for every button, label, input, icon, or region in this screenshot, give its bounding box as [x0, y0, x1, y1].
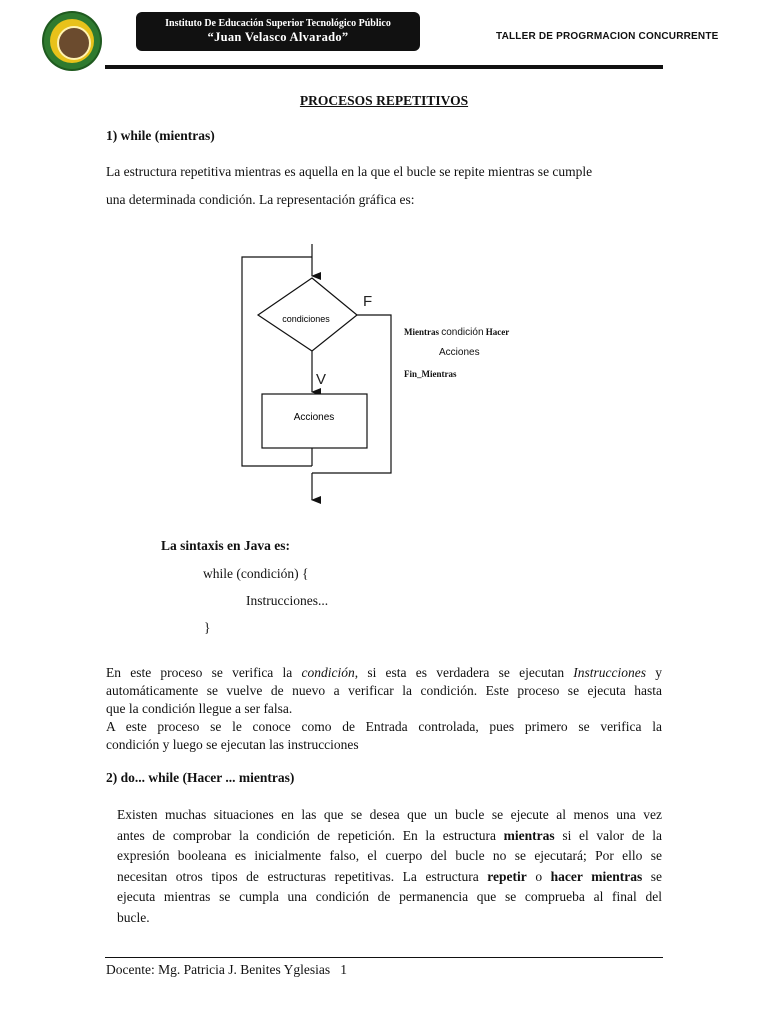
pseudo-acciones: Acciones	[439, 347, 480, 358]
explanation-line2: automáticamente se vuelve de nuevo a verificar la condición. Este proceso se ejecuta hasta	[106, 683, 662, 698]
footer	[106, 962, 347, 978]
explanation-text: , si esta es verdadera se ejecutan	[354, 665, 574, 680]
while-flowchart	[230, 240, 520, 510]
section2-line2	[117, 826, 662, 847]
course-title: TALLER DE PROGRMACION CONCURRENTE	[496, 31, 719, 42]
syntax-label: La sintaxis en Java es:	[161, 538, 291, 553]
explanation-line5: condición y luego se ejecutan las instrucciones	[106, 737, 359, 752]
section2-paragraph	[117, 805, 662, 928]
section2-heading: 2) do... while (Hacer ... mientras)	[106, 770, 295, 785]
section1-intro-line1: La estructura repetitiva mientras es aquella en la que el bucle se repite mientras se cumple	[106, 164, 593, 179]
explanation-condicion: condición	[301, 665, 355, 680]
explanation-line3: que la condición llegue a ser falsa.	[106, 701, 293, 716]
section2-mientras: mientras	[503, 827, 555, 843]
section2-text: necesitan otros tipos de estructuras repetitivas. La estructura	[117, 868, 488, 884]
section1-intro-line2: una determinada condición. La representación gráfica es:	[106, 192, 415, 207]
institution-banner	[136, 12, 420, 51]
pseudo-mientras: Mientras	[404, 327, 439, 337]
explanation-paragraph	[106, 664, 662, 754]
explanation-text: En este proceso se verifica la	[106, 665, 302, 680]
pseudo-hacer: Hacer	[485, 327, 510, 337]
explanation-line4: A este proceso se le conoce como de Entrada controlada, pues primero se verifica la	[106, 719, 662, 734]
footer-divider	[105, 957, 663, 958]
section2-text: se	[642, 868, 663, 884]
section2-line4	[117, 867, 662, 888]
section2-text: antes de comprobar la condición de repetición. En la estructura	[117, 827, 504, 843]
explanation-line1	[106, 664, 662, 682]
page-number: 1	[340, 962, 347, 977]
footer-author: Docente: Mg. Patricia J. Benites Yglesias	[106, 962, 331, 977]
section2-line5: ejecuta mientras se cumpla una condición de permanencia que se comprueba al final del	[117, 889, 662, 904]
syntax-line-instructions: Instrucciones...	[246, 593, 329, 608]
section1-intro	[106, 158, 666, 214]
syntax-line-close: }	[204, 620, 211, 635]
syntax-line-while: while (condición) {	[203, 566, 309, 581]
condition-label: condiciones	[282, 314, 330, 324]
page-title: PROCESOS REPETITIVOS	[299, 93, 469, 108]
section2-text: si el valor de la	[554, 827, 662, 843]
explanation-text: y	[646, 665, 662, 680]
section2-repetir: repetir	[487, 868, 527, 884]
section2-text: o	[526, 868, 551, 884]
pseudo-fin-mientras: Fin_Mientras	[404, 369, 457, 379]
section1-heading: 1) while (mientras)	[106, 128, 215, 143]
section2-line6: bucle.	[117, 909, 150, 925]
institution-name: Instituto De Educación Superior Tecnológico Público	[165, 18, 391, 29]
institution-logo-emblem	[57, 26, 91, 60]
pseudo-condicion: condición	[441, 327, 484, 338]
institution-subtitle: “Juan Velasco Alvarado”	[207, 30, 349, 44]
pseudo-mientras-line	[404, 327, 509, 338]
section2-line1: Existen muchas situaciones en las que se desea que un bucle se ejecute al menos una vez	[117, 807, 662, 822]
section2-line3: expresión booleana es inicialmente falso, el cuerpo del bucle no se ejecutará; Por ello se	[117, 848, 662, 863]
true-label: V	[316, 371, 327, 388]
section2-hacer-mientras: hacer mientras	[550, 868, 643, 884]
action-label: Acciones	[293, 412, 335, 423]
explanation-instrucciones: Instrucciones	[573, 665, 647, 680]
header-divider	[105, 65, 663, 69]
false-label: F	[363, 293, 373, 310]
